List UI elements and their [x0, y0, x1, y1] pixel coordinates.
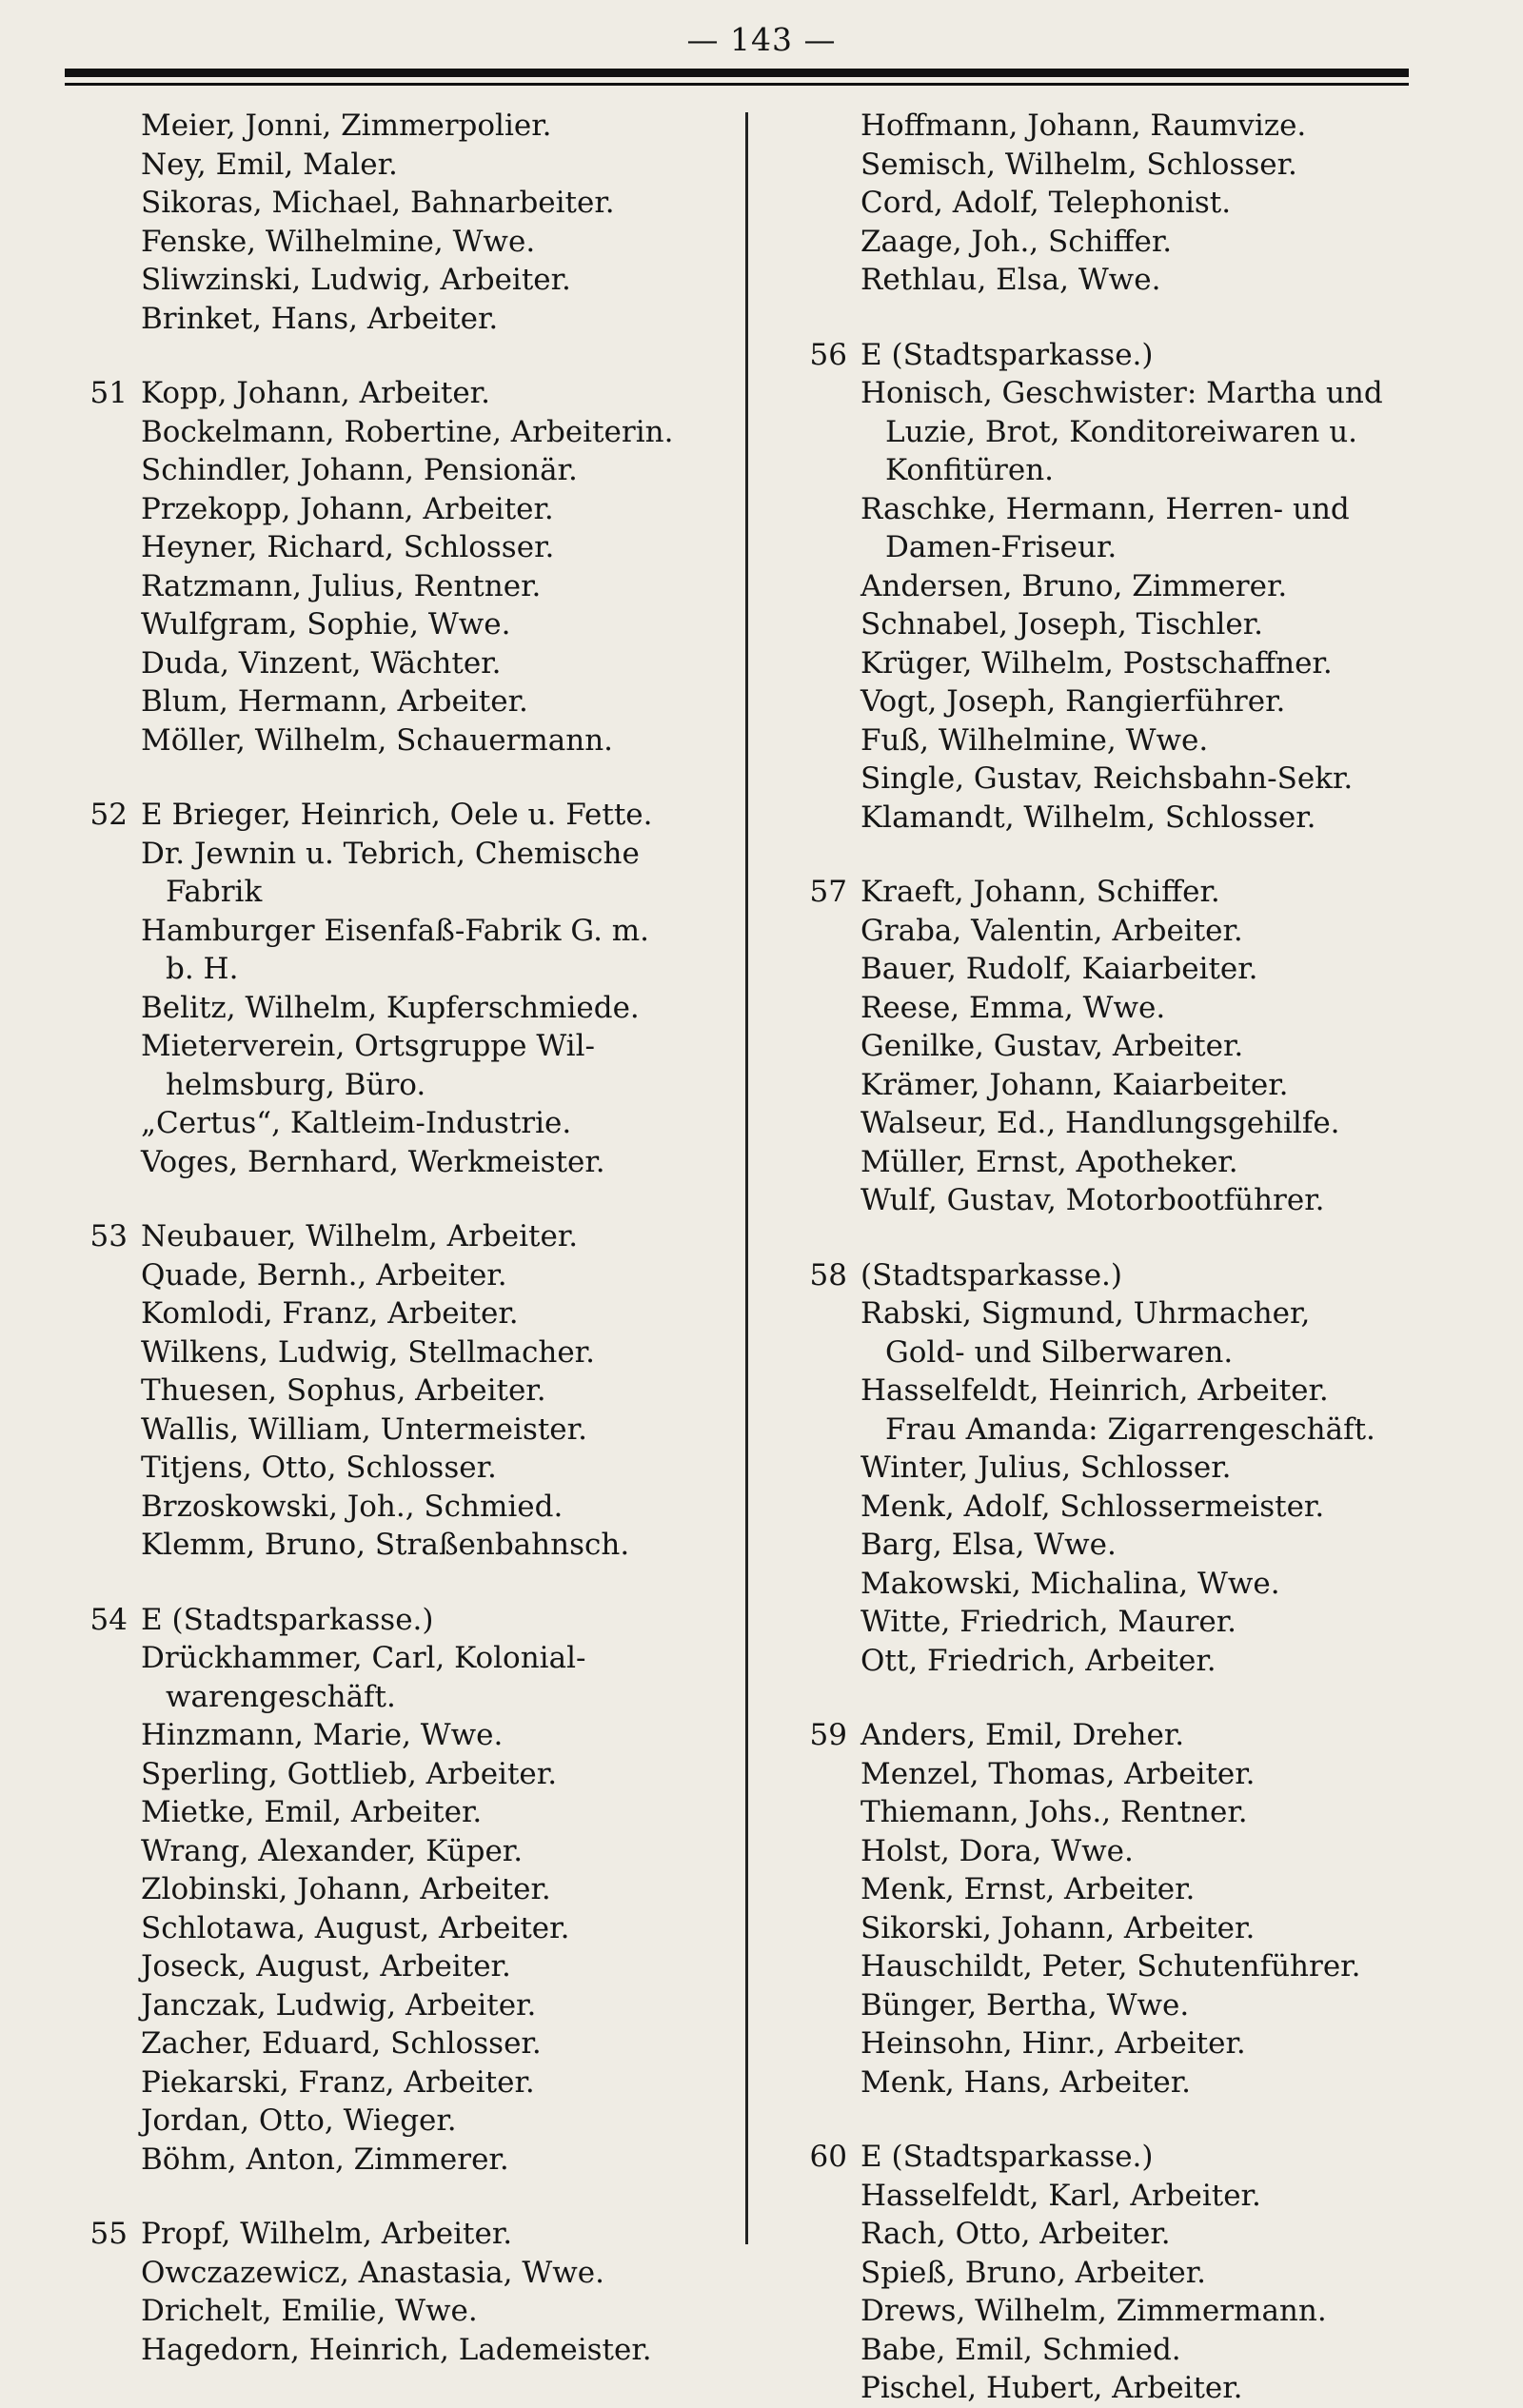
directory-entry-line: Schlotawa, August, Arbeiter. — [141, 1910, 570, 1945]
directory-entry-line: Dr. Jewnin u. Tebrich, Chemische — [141, 836, 640, 871]
directory-entry-line: Rethlau, Elsa, Wwe. — [860, 263, 1161, 297]
directory-entry-line: Reese, Emma, Wwe. — [860, 990, 1166, 1025]
directory-entry-line: Babe, Emil, Schmied. — [860, 2332, 1181, 2367]
directory-entry-line: Brinket, Hans, Arbeiter. — [141, 301, 499, 336]
directory-entry-line: Blum, Hermann, Arbeiter. — [141, 684, 528, 719]
directory-entry-line: Spieß, Bruno, Arbeiter. — [860, 2255, 1207, 2290]
directory-entry-line: Titjens, Otto, Schlosser. — [141, 1451, 497, 1485]
directory-entry-line: Joseck, August, Arbeiter. — [141, 1949, 511, 1984]
directory-entry-line: Brzoskowski, Joh., Schmied. — [141, 1489, 564, 1524]
directory-entry-line: Ott, Friedrich, Arbeiter. — [860, 1643, 1216, 1678]
directory-entry-line: Thiemann, Johs., Rentner. — [860, 1795, 1248, 1829]
directory-entry-line: Jordan, Otto, Wieger. — [141, 2103, 457, 2138]
directory-entry-line: helmsburg, Büro. — [166, 1067, 426, 1102]
directory-entry-line: Duda, Vinzent, Wächter. — [141, 645, 502, 681]
directory-section — [69, 2215, 735, 2369]
directory-entry-line: Przekopp, Johann, Arbeiter. — [141, 491, 554, 526]
directory-entry-line: Konfitüren. — [885, 453, 1055, 487]
section-number: 56 — [809, 337, 847, 372]
directory-entry-line: Raschke, Hermann, Herren- und — [860, 491, 1350, 526]
directory-entry-line: Damen-Friseur. — [885, 530, 1118, 564]
directory-entry-line: Bockelmann, Robertine, Arbeiterin. — [141, 414, 674, 449]
directory-entry-line: Makowski, Michalina, Wwe. — [860, 1566, 1280, 1601]
directory-entry-line: E (Stadtsparkasse.) — [141, 1602, 434, 1637]
directory-entry-line: Genilke, Gustav, Arbeiter. — [860, 1029, 1244, 1063]
directory-entry-line: Drichelt, Emilie, Wwe. — [141, 2294, 478, 2328]
directory-entry-line: Gold- und Silberwaren. — [885, 1334, 1234, 1370]
directory-entry-line: Rabski, Sigmund, Uhrmacher, — [860, 1296, 1311, 1331]
directory-section — [69, 1217, 735, 1565]
directory-entry-line: Krämer, Johann, Kaiarbeiter. — [860, 1067, 1289, 1102]
directory-entry-line: Wrang, Alexander, Küper. — [141, 1833, 524, 1868]
directory-section — [788, 1716, 1454, 2102]
directory-section — [788, 873, 1454, 1220]
directory-entry-line: Komlodi, Franz, Arbeiter. — [141, 1296, 519, 1331]
directory-entry-line: Hasselfeldt, Heinrich, Arbeiter. — [860, 1373, 1329, 1408]
directory-entry-line: Menk, Hans, Arbeiter. — [860, 2064, 1192, 2100]
directory-entry-line: Frau Amanda: Zigarrengeschäft. — [885, 1411, 1375, 1447]
left-column — [69, 107, 735, 2369]
directory-entry-line: Krüger, Wilhelm, Postschaffner. — [860, 645, 1333, 681]
directory-entry-line: Cord, Adolf, Telephonist. — [860, 186, 1232, 220]
directory-entry-line: Fabrik — [166, 875, 263, 909]
directory-entry-line: Janczak, Ludwig, Arbeiter. — [141, 1987, 537, 2023]
directory-entry-line: Mieterverein, Ortsgruppe Wil- — [141, 1029, 595, 1063]
header-rule-thin — [65, 83, 1409, 86]
directory-entry-line: Rach, Otto, Arbeiter. — [860, 2217, 1171, 2251]
directory-entry-line: Ney, Emil, Maler. — [141, 147, 398, 182]
directory-entry-line: Menzel, Thomas, Arbeiter. — [860, 1756, 1256, 1791]
directory-entry-line: Sperling, Gottlieb, Arbeiter. — [141, 1756, 558, 1791]
directory-section — [788, 2138, 1454, 2408]
directory-entry-line: Kopp, Johann, Arbeiter. — [141, 376, 490, 410]
directory-entry-line: Voges, Bernhard, Werkmeister. — [141, 1144, 605, 1179]
directory-entry-line: Quade, Bernh., Arbeiter. — [141, 1257, 507, 1293]
section-number: 59 — [809, 1718, 847, 1752]
section-number: 55 — [89, 2217, 128, 2251]
directory-entry-line: Bauer, Rudolf, Kaiarbeiter. — [860, 952, 1258, 986]
directory-entry-line: Wulf, Gustav, Motorbootführer. — [860, 1183, 1325, 1217]
directory-entry-line: Hoffmann, Johann, Raumvize. — [860, 109, 1307, 143]
directory-entry-line: Klamandt, Wilhelm, Schlosser. — [860, 799, 1316, 835]
directory-entry-line: Müller, Ernst, Apotheker. — [860, 1144, 1238, 1179]
directory-entry-line: Meier, Jonni, Zimmerpolier. — [141, 109, 552, 143]
directory-entry-line: Heyner, Richard, Schlosser. — [141, 530, 555, 564]
section-number: 60 — [809, 2140, 847, 2174]
directory-entry-line: Witte, Friedrich, Maurer. — [860, 1605, 1237, 1639]
directory-entry-line: Sikorski, Johann, Arbeiter. — [860, 1910, 1256, 1945]
directory-entry-line: Zlobinski, Johann, Arbeiter. — [141, 1872, 551, 1906]
directory-entry-line: „Certus“, Kaltleim-Industrie. — [141, 1106, 572, 1140]
directory-entry-line: Barg, Elsa, Wwe. — [860, 1528, 1117, 1562]
directory-section — [69, 1601, 735, 2180]
directory-entry-line: Fuß, Wilhelmine, Wwe. — [860, 722, 1209, 758]
directory-entry-line: Walseur, Ed., Handlungsgehilfe. — [860, 1106, 1340, 1140]
directory-entry-line: Ratzmann, Julius, Rentner. — [141, 568, 542, 603]
directory-entry-line: Neubauer, Wilhelm, Arbeiter. — [141, 1219, 579, 1253]
directory-entry-line: Bünger, Bertha, Wwe. — [860, 1987, 1190, 2023]
directory-entry-line: Heinsohn, Hinr., Arbeiter. — [860, 2026, 1246, 2061]
directory-entry-line: Belitz, Wilhelm, Kupferschmiede. — [141, 990, 640, 1025]
directory-entry-line: Böhm, Anton, Zimmerer. — [141, 2142, 509, 2177]
directory-entry-line: Sliwzinski, Ludwig, Arbeiter. — [141, 263, 571, 297]
directory-entry-line: warengeschäft. — [166, 1679, 396, 1714]
section-number: 57 — [809, 875, 847, 909]
directory-entry-line: Propf, Wilhelm, Arbeiter. — [141, 2217, 513, 2251]
directory-section — [788, 107, 1454, 300]
directory-entry-line: b. H. — [166, 952, 239, 986]
directory-section — [788, 336, 1454, 838]
directory-section — [69, 107, 735, 338]
section-number: 53 — [89, 1219, 128, 1253]
directory-entry-line: Wilkens, Ludwig, Stellmacher. — [141, 1334, 595, 1370]
directory-section — [69, 796, 735, 1181]
right-column — [788, 107, 1454, 2408]
directory-entry-line: Menk, Adolf, Schlossermeister. — [860, 1489, 1325, 1524]
page-number: — 143 — — [686, 21, 837, 58]
directory-entry-line: Wulfgram, Sophie, Wwe. — [141, 607, 511, 641]
directory-entry-line: Thuesen, Sophus, Arbeiter. — [141, 1373, 546, 1408]
directory-entry-line: Honisch, Geschwister: Martha und — [860, 376, 1383, 410]
directory-entry-line: Graba, Valentin, Arbeiter. — [860, 913, 1243, 948]
directory-entry-line: (Stadtsparkasse.) — [860, 1257, 1123, 1293]
directory-entry-line: Hinzmann, Marie, Wwe. — [141, 1718, 504, 1752]
directory-entry-line: Owczazewicz, Anastasia, Wwe. — [141, 2255, 604, 2290]
directory-entry-line: Drews, Wilhelm, Zimmermann. — [860, 2294, 1327, 2328]
directory-entry-line: Luzie, Brot, Konditoreiwaren u. — [885, 414, 1358, 449]
directory-entry-line: Klemm, Bruno, Straßenbahnsch. — [141, 1528, 630, 1562]
directory-entry-line: Pischel, Hubert, Arbeiter. — [860, 2371, 1243, 2405]
directory-entry-line: Holst, Dora, Wwe. — [860, 1833, 1134, 1868]
directory-entry-line: Vogt, Joseph, Rangierführer. — [860, 684, 1286, 719]
directory-entry-line: Hasselfeldt, Karl, Arbeiter. — [860, 2178, 1261, 2213]
directory-entry-line: Piekarski, Franz, Arbeiter. — [141, 2064, 535, 2100]
directory-entry-line: Winter, Julius, Schlosser. — [860, 1451, 1232, 1485]
directory-entry-line: Sikoras, Michael, Bahnarbeiter. — [141, 186, 615, 220]
directory-entry-line: Andersen, Bruno, Zimmerer. — [860, 568, 1288, 603]
directory-entry-line: Hauschildt, Peter, Schutenführer. — [860, 1949, 1361, 1984]
section-number: 54 — [89, 1602, 128, 1637]
directory-entry-line: Zaage, Joh., Schiffer. — [860, 224, 1173, 259]
directory-entry-line: Mietke, Emil, Arbeiter. — [141, 1795, 483, 1829]
section-number: 58 — [809, 1257, 847, 1293]
directory-entry-line: Kraeft, Johann, Schiffer. — [860, 875, 1220, 909]
directory-entry-line: E Brieger, Heinrich, Oele u. Fette. — [141, 798, 653, 832]
directory-entry-line: Wallis, William, Untermeister. — [141, 1411, 587, 1447]
directory-entry-line: Hamburger Eisenfaß-Fabrik G. m. — [141, 913, 650, 948]
directory-entry-line: Anders, Emil, Dreher. — [860, 1718, 1185, 1752]
directory-entry-line: E (Stadtsparkasse.) — [860, 337, 1154, 372]
header-rule-thick — [65, 69, 1409, 77]
directory-entry-line: Hagedorn, Heinrich, Lademeister. — [141, 2332, 652, 2367]
directory-section — [788, 1256, 1454, 1681]
directory-entry-line: Schnabel, Joseph, Tischler. — [860, 607, 1264, 641]
directory-entry-line: Schindler, Johann, Pensionär. — [141, 453, 578, 487]
directory-entry-line: Menk, Ernst, Arbeiter. — [860, 1872, 1196, 1906]
section-number: 52 — [89, 798, 128, 832]
section-number: 51 — [89, 376, 128, 410]
directory-section — [69, 374, 735, 760]
column-divider — [745, 112, 748, 2244]
directory-entry-line: Drückhammer, Carl, Kolonial- — [141, 1641, 586, 1675]
directory-entry-line: E (Stadtsparkasse.) — [860, 2140, 1154, 2174]
directory-entry-line: Single, Gustav, Reichsbahn-Sekr. — [860, 761, 1354, 796]
directory-entry-line: Fenske, Wilhelmine, Wwe. — [141, 224, 536, 259]
directory-entry-line: Semisch, Wilhelm, Schlosser. — [860, 147, 1297, 182]
directory-entry-line: Zacher, Eduard, Schlosser. — [141, 2026, 542, 2061]
directory-entry-line: Möller, Wilhelm, Schauermann. — [141, 722, 614, 758]
